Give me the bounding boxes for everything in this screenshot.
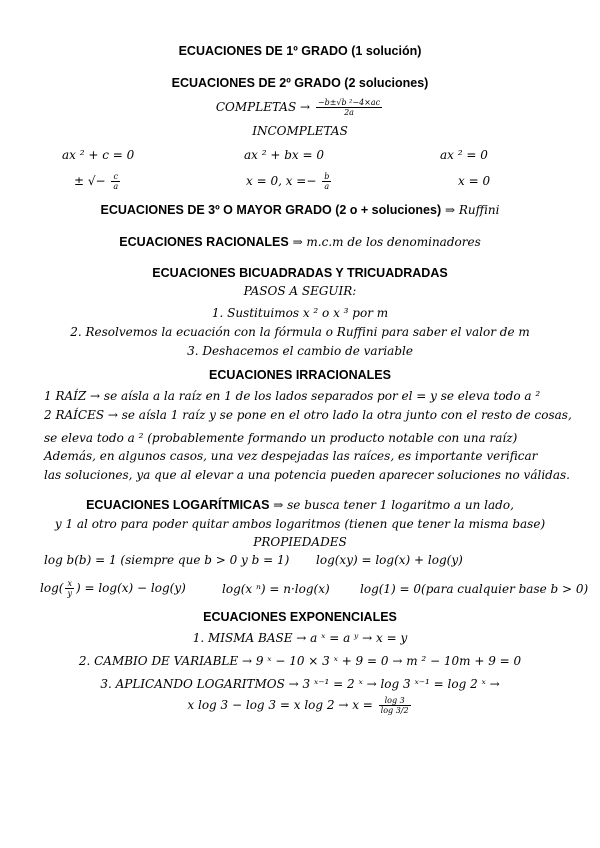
completas-formula bbox=[316, 98, 382, 117]
inc-eq-3: ax ² = 0 bbox=[440, 148, 488, 162]
title-racionales: ECUACIONES RACIONALES bbox=[119, 235, 289, 249]
logaritmicas-line bbox=[0, 498, 600, 512]
exp-4-num: log 3 bbox=[379, 696, 411, 706]
completas-line bbox=[0, 98, 600, 117]
logaritmicas-tail: ⇒ se busca tener 1 logaritmo a un lado, bbox=[273, 498, 514, 512]
inc-eq-1: ax ² + c = 0 bbox=[62, 148, 135, 162]
incompletas-label: INCOMPLETAS bbox=[252, 124, 348, 138]
exp-4-frac bbox=[379, 696, 411, 715]
pasos-label: PASOS A SEGUIR: bbox=[243, 284, 357, 298]
title-primer-grado: ECUACIONES DE 1º GRADO (1 solución) bbox=[178, 44, 422, 58]
inc-sol-2-num: b bbox=[324, 172, 330, 181]
racionales-tail: ⇒ m.c.m de los denominadores bbox=[292, 235, 481, 249]
inc-sol-1-text: ± √− bbox=[74, 174, 106, 188]
inc-sol-1-den: a bbox=[113, 182, 119, 191]
paso-3: 3. Deshacemos el cambio de variable bbox=[187, 344, 413, 358]
tercer-grado-line bbox=[0, 203, 600, 217]
paso-1: 1. Sustituimos x ² o x ³ por m bbox=[211, 306, 389, 320]
inc-sol-2-frac bbox=[322, 172, 331, 191]
prop-4: log(x ⁿ) = n·log(x) bbox=[222, 582, 330, 596]
prop-5: log(1) = 0(para cualquier base b > 0) bbox=[360, 582, 589, 596]
racionales-line bbox=[0, 235, 600, 249]
inc-sol-1 bbox=[74, 172, 122, 191]
inc-sol-2-text: x = 0, x =− bbox=[246, 174, 317, 188]
exp-2: 2. CAMBIO DE VARIABLE → 9 ˣ − 10 × 3 ˣ + 9 = 0 → m ² − 10m + 9 = 0 bbox=[78, 654, 522, 668]
exp-3: 3. APLICANDO LOGARITMOS → 3 ˣ⁻¹ = 2 ˣ → log 3 ˣ⁻¹ = log 2 ˣ → bbox=[100, 677, 500, 691]
prop-3-num: x bbox=[65, 579, 74, 589]
inc-sol-2 bbox=[246, 172, 333, 191]
prop-1: log b(b) = 1 (siempre que b > 0 y b = 1) bbox=[44, 553, 290, 567]
inc-sol-1-frac bbox=[111, 172, 120, 191]
inc-sol-2-den: a bbox=[324, 182, 330, 191]
title-irracionales: ECUACIONES IRRACIONALES bbox=[209, 368, 391, 382]
prop-2: log(xy) = log(x) + log(y) bbox=[316, 553, 463, 567]
propiedades-label: PROPIEDADES bbox=[253, 535, 347, 549]
completas-den: 2a bbox=[344, 108, 354, 117]
irr-line-1: 1 RAÍZ → se aísla a la raíz en 1 de los lados separados por el = y se eleva todo a ² bbox=[44, 389, 541, 403]
exp-1: 1. MISMA BASE → a ˣ = a ʸ → x = y bbox=[192, 631, 408, 645]
completas-num: −b±√b ²−4×ac bbox=[317, 98, 381, 107]
prop-3-b: ) = log(x) − log(y) bbox=[75, 581, 186, 595]
title-exponenciales: ECUACIONES EXPONENCIALES bbox=[203, 610, 397, 624]
title-logaritmicas: ECUACIONES LOGARÍTMICAS bbox=[86, 498, 270, 512]
inc-sol-3: x = 0 bbox=[458, 174, 491, 188]
exp-4 bbox=[0, 696, 600, 715]
prop-3-frac bbox=[65, 579, 74, 598]
exp-4-den: log 3/2 bbox=[380, 706, 409, 715]
inc-eq-2: ax ² + bx = 0 bbox=[244, 148, 324, 162]
irr-line-3: se eleva todo a ² (probablemente formando un producto notable con una raíz) bbox=[44, 431, 518, 445]
irr-line-5: las soluciones, ya que al elevar a una potencia pueden aparecer soluciones no válidas. bbox=[44, 468, 570, 482]
irr-line-2: 2 RAÍCES → se aísla 1 raíz y se pone en el otro lado la otra junto con el resto de cosas, bbox=[44, 408, 572, 422]
title-segundo-grado: ECUACIONES DE 2º GRADO (2 soluciones) bbox=[171, 76, 429, 90]
title-tercer-grado: ECUACIONES DE 3º O MAYOR GRADO (2 o + soluciones) bbox=[100, 203, 442, 217]
title-bicuadradas: ECUACIONES BICUADRADAS Y TRICUADRADAS bbox=[152, 266, 448, 280]
irr-line-4: Además, en algunos casos, una vez despejadas las raíces, es importante verificar bbox=[44, 449, 538, 463]
paso-2: 2. Resolvemos la ecuación con la fórmula o Ruffini para saber el valor de m bbox=[70, 325, 530, 339]
inc-sol-1-num: c bbox=[111, 172, 120, 182]
completas-label: COMPLETAS → bbox=[215, 100, 311, 114]
prop-3-den: y bbox=[67, 589, 72, 598]
exp-4-text: x log 3 − log 3 = x log 2 → x = bbox=[187, 698, 373, 712]
prop-3-a: log( bbox=[40, 581, 64, 595]
logaritmicas-line-2: y 1 al otro para poder quitar ambos logaritmos (tienen que tener la misma base) bbox=[54, 517, 546, 531]
prop-3 bbox=[40, 579, 186, 598]
tercer-grado-tail: ⇒ Ruffini bbox=[444, 203, 500, 217]
